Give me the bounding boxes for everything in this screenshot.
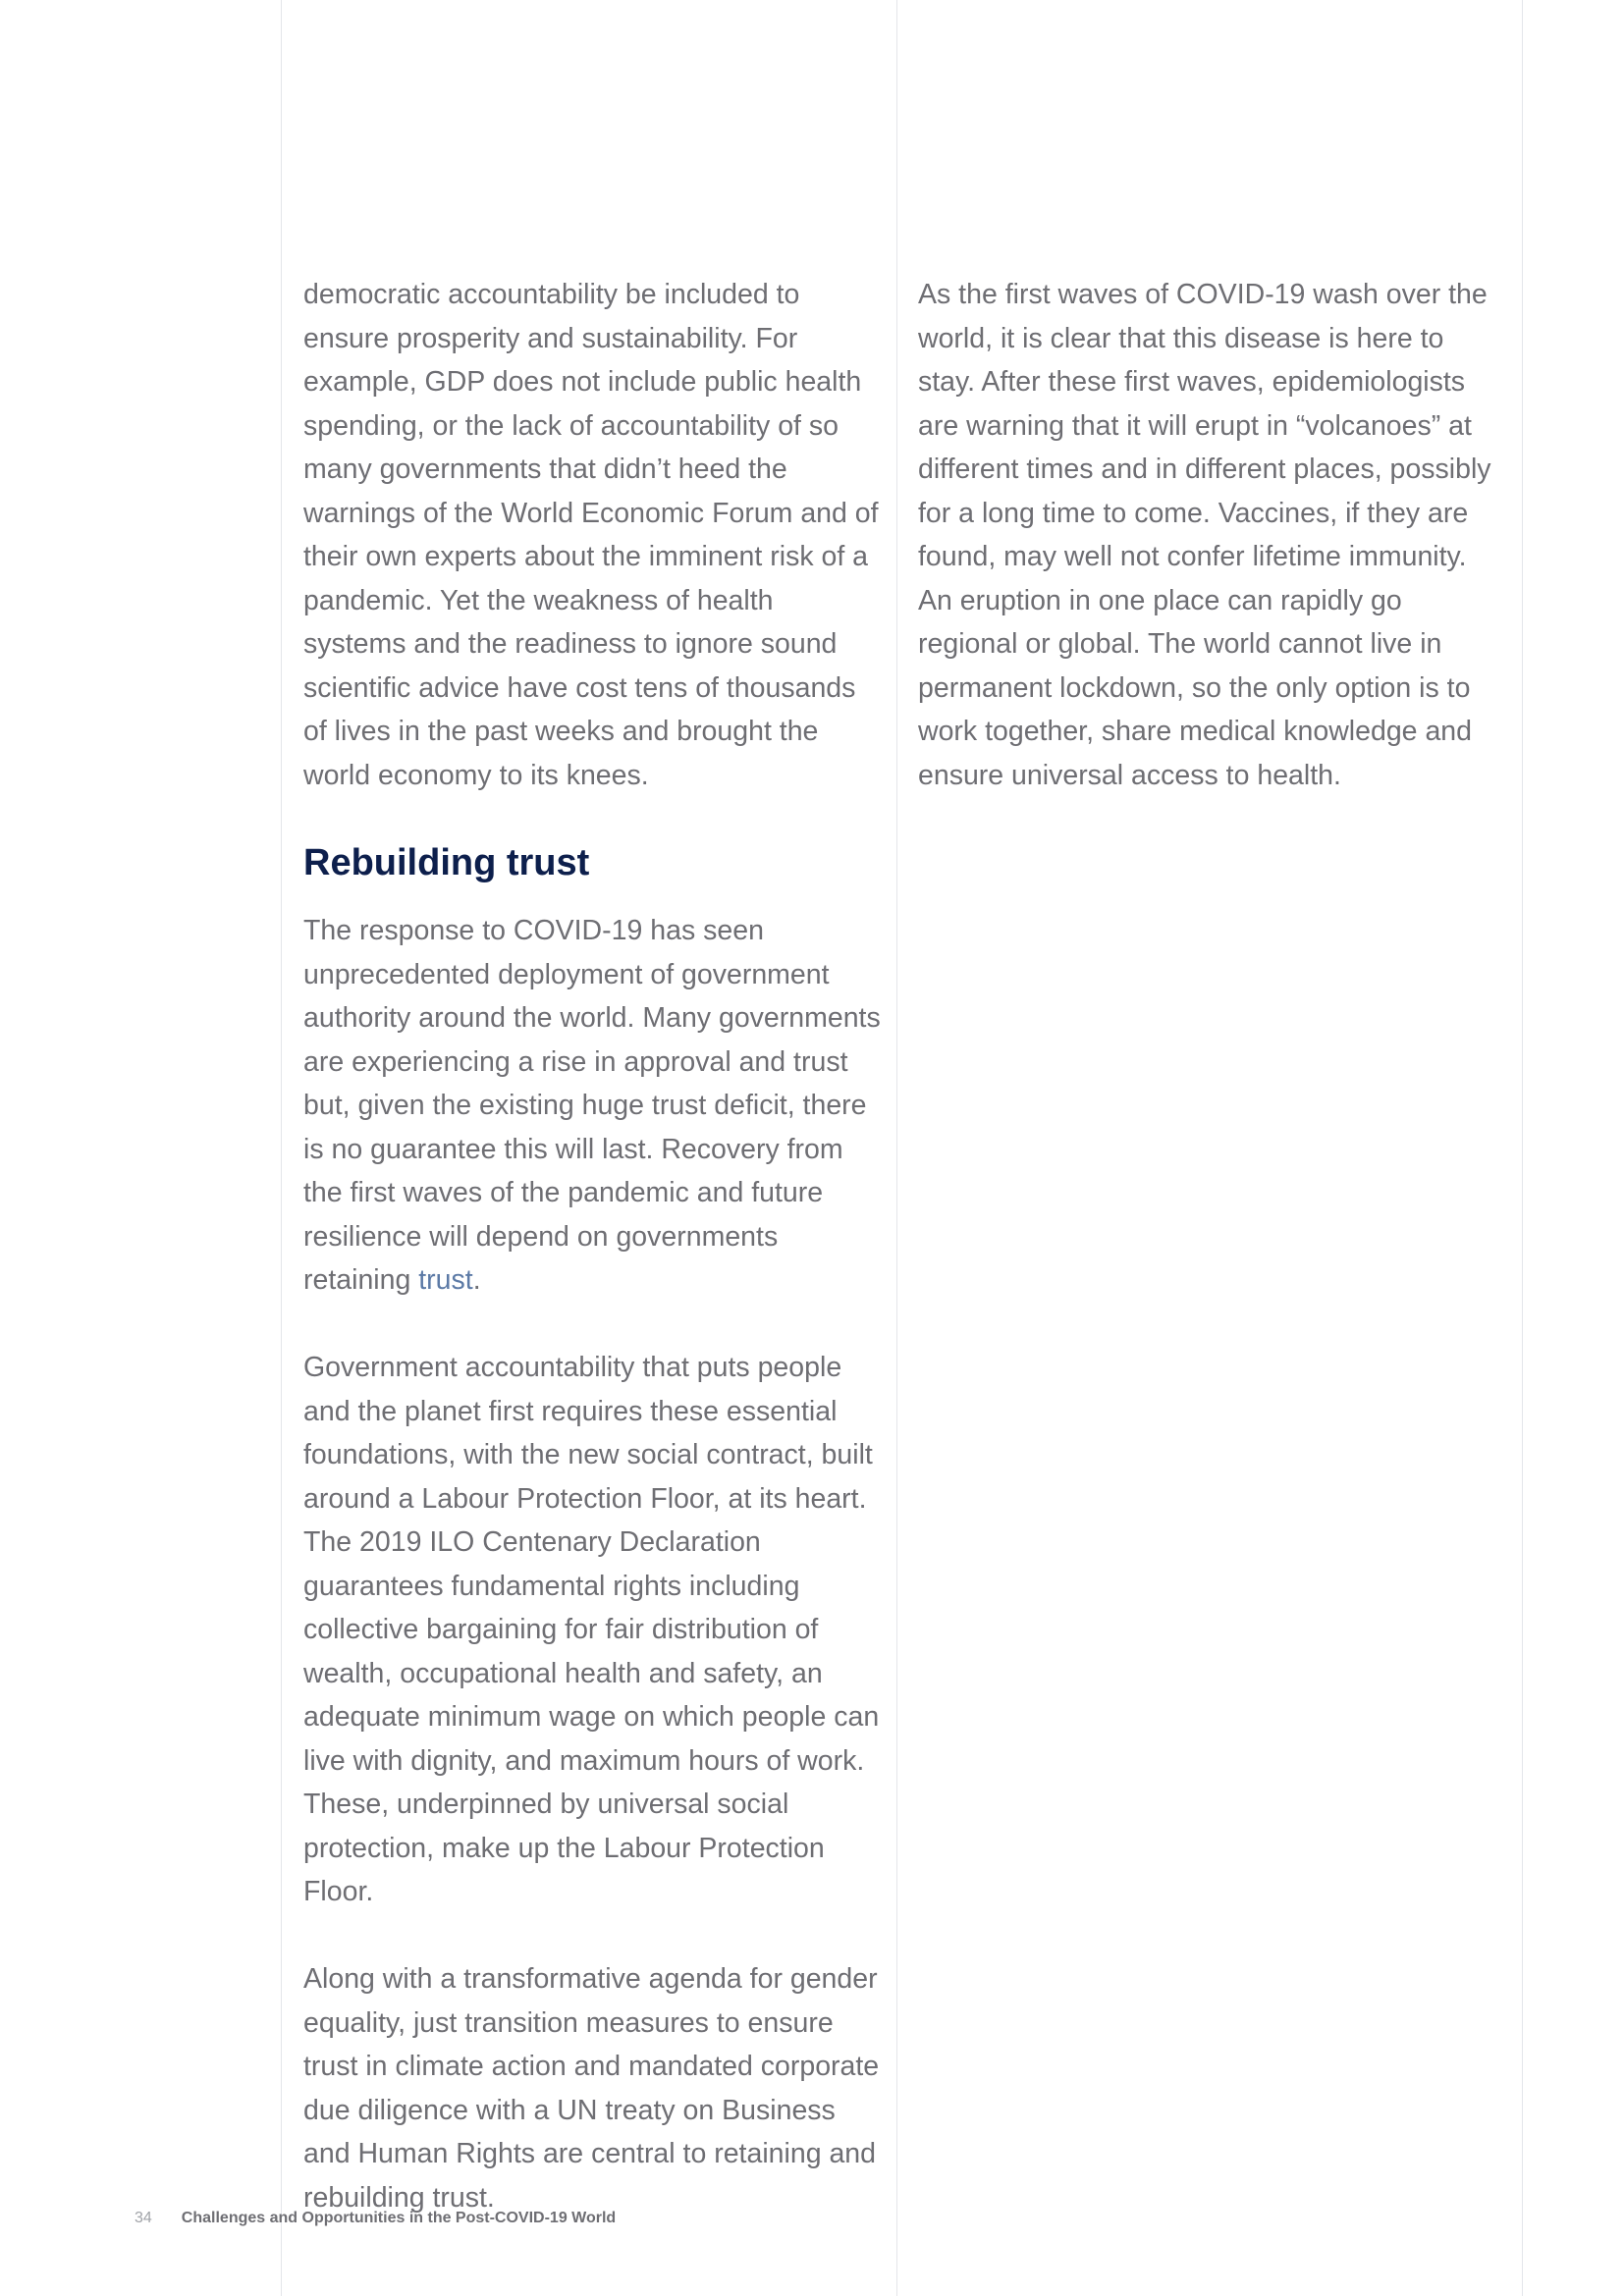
column-rule-right [1522,0,1523,2296]
rebuilding-trust-paragraph-2: Government accountability that puts people and the planet first requires these essential foundations, with the new social contract, built around a Labour Protection Floor, at its heart. The 2019 ILO Centenary Declaration guarantees fundamental rights including collective bargaining for fair distribution of wealth, occupational health and safety, an adequate minimum wage on which people can live with dignity, and maximum hours of work. These, underpinned by universal social protection, make up the Labour Protection Floor. [303,1352,880,1907]
paragraph-1-text: The response to COVID-19 has seen unprecedented deployment of government authority around the world. Many governments are experiencing a rise in approval and trust but, given the existing huge trust deficit, there is no guarantee this will last. Recovery from the first waves of the pandemic and future resilience will depend on governments retaining [303,915,881,1296]
rebuilding-trust-paragraph-3: Along with a transformative agenda for gender equality, just transition measures to ensure trust in climate action and mandated corporate due diligence with a UN treaty on Business and Human Rights are central to retaining and rebuilding trust. [303,1963,880,2214]
left-column [303,273,883,2219]
covid-waves-paragraph: As the first waves of COVID-19 wash over the world, it is clear that this disease is here to stay. After these first waves, epidemiologists are warning that it will erupt in “volcanoes” at different times and in different places, possibly for a long time to come. Vaccines, if they are found, may well not confer lifetime immunity. An eruption in one place can rapidly go regional or global. The world cannot live in permanent lockdown, so the only option is to work together, share medical knowledge and ensure universal access to health. [918,279,1491,791]
running-title: Challenges and Opportunities in the Post-COVID-19 World [181,2210,617,2226]
intro-paragraph: democratic accountability be included to ensure prosperity and sustainability. For example, GDP does not include public health spending, or the lack of accountability of so many governments that didn’t heed the warnings of the World Economic Forum and of their own experts about the imminent risk of a pandemic. Yet the weakness of health systems and the readiness to ignore sound scientific advice have cost tens of thousands of lives in the past weeks and brought the world economy to its knees. [303,279,879,791]
page-number: 34 [135,2210,152,2226]
rebuilding-trust-paragraph-1 [303,909,883,1303]
right-column [918,273,1497,797]
paragraph-1-end: . [472,1264,481,1296]
section-heading: Rebuilding trust [303,842,590,883]
page-footer [135,2209,616,2228]
trust-link[interactable]: trust [418,1264,473,1296]
column-rule-left [281,0,282,2296]
column-rule-middle [896,0,897,2296]
